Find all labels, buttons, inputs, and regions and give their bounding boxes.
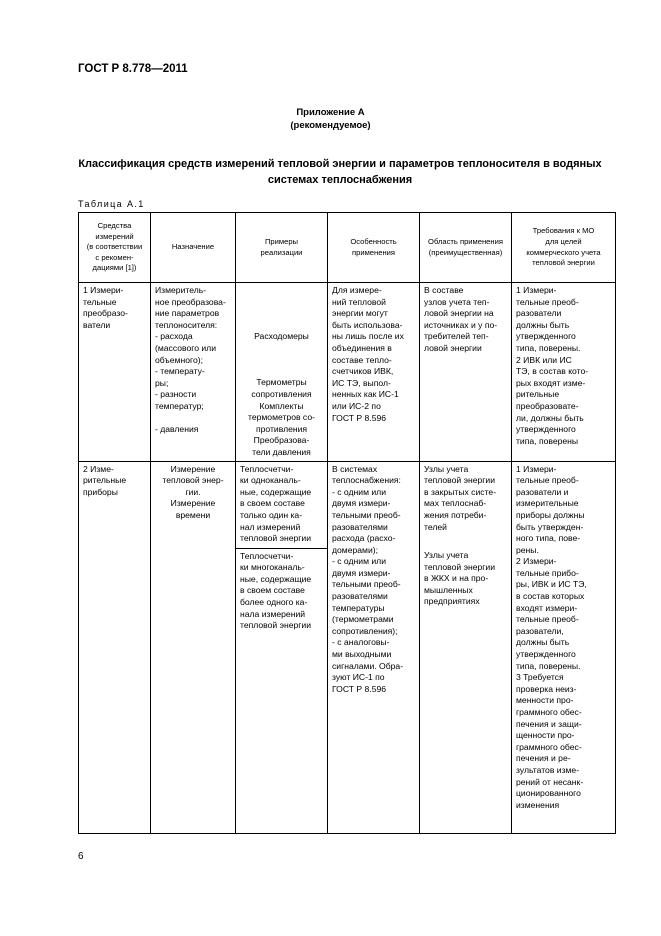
table-label: Таблица А.1: [78, 199, 145, 209]
table-title-line2: системах теплоснабжения: [267, 174, 413, 186]
cell-requirements: 1 Измери- тельные преоб- разователи и измерительные приборы должны быть утвержден- ного типа, пове- рены. 2 Измери- тельные прибо- ры, ИВК и ИС ТЭ, в состав которых входят измери- тельные преоб- разователи, должны быть утвержденного типа, поверены. 3 Требуется проверка неиз- менности про- граммного обес- печения и защи- щенности про- граммного обес- печения и ре- зультатов изме- рений от несанк- ционированного изменения: [512, 461, 616, 833]
column-header-purpose: Назначение: [151, 213, 236, 283]
classification-table: [78, 212, 616, 834]
cell-area: В составе узлов учета теп- ловой энергии на источниках и у по- требителей теп- ловой энергии: [420, 283, 512, 462]
cell-features: Для измере- ний тепловой энергии могут быть использова- ны лишь после их объединения в составе тепло- счетчиков ИВК, ИС ТЭ, выпол- ненных как ИС-1 или ИС-2 по ГОСТ Р 8.596: [328, 283, 420, 462]
cell-examples: Расходомеры Термометры сопротивления Комплекты термометров со- противления Преобразова- тели давления: [236, 283, 328, 462]
column-header-means: Средства измерений (в соответствии с рекомен- дациями [1]): [79, 213, 151, 283]
cell-means: 1 Измери- тельные преобразо- ватели: [79, 283, 151, 462]
column-header-requirements: Требования к МО для целей коммерческого учета тепловой энергии: [512, 213, 616, 283]
table-header-row: [79, 213, 616, 283]
cell-purpose: Измерение тепловой энер- гии. Измерение времени: [151, 461, 236, 833]
cell-requirements: 1 Измери- тельные преоб- разователи должны быть утвержденного типа, поверены. 2 ИВК или ИС ТЭ, в состав кото- рых входят изме- рительные преобразовате- ли, должны быть утвержденного типа, поверены: [512, 283, 616, 462]
table-title-line1: Классификация средств измерений тепловой энергии и параметров теплоносителя в водяных: [78, 158, 602, 170]
column-header-examples: Примеры реализации: [236, 213, 328, 283]
cell-examples-single-channel: Теплосчетчи- ки одноканаль- ные, содержащие в своем составе только один ка- нал измерений тепловой энергии: [236, 461, 328, 548]
document-header: ГОСТ Р 8.778—2011: [78, 63, 188, 75]
column-header-features: Особенность применения: [328, 213, 420, 283]
cell-examples-multi-channel: Теплосчетчи- ки многоканаль- ные, содержащие в своем составе более одного ка- нала измерений тепловой энергии: [236, 548, 328, 833]
column-header-area: Область применения (преимущественная): [420, 213, 512, 283]
appendix-title: Приложение А: [296, 107, 365, 118]
table-title: [70, 156, 610, 188]
cell-area-closed-systems: Узлы учета тепловой энергии в закрытых систе- мах теплоснаб- жения потреби- телей: [420, 461, 512, 548]
table-row: [79, 283, 616, 462]
cell-features: В системах теплоснабжения: - с одним или двумя измери- тельными преоб- разователями расхода (расхо- домерами); - с одним или двумя измери- тельными преоб- разователями температуры (термометрами сопротивления); - с аналоговы- ми выходными сигналами. Обра- зуют ИС-1 по ГОСТ Р 8.596: [328, 461, 420, 833]
table-row: [79, 461, 616, 548]
appendix-subtitle: (рекомендуемое): [290, 120, 371, 131]
cell-purpose: Измеритель- ное преобразова- ние параметров теплоносителя: - расхода (массового или объемного); - температу- ры; - разности температур; - давления: [151, 283, 236, 462]
page-number: 6: [78, 851, 84, 862]
cell-area-housing-industry: Узлы учета тепловой энергии в ЖКХ и на про- мышленных предприятиях: [420, 548, 512, 833]
cell-means: 2 Изме- рительные приборы: [79, 461, 151, 833]
